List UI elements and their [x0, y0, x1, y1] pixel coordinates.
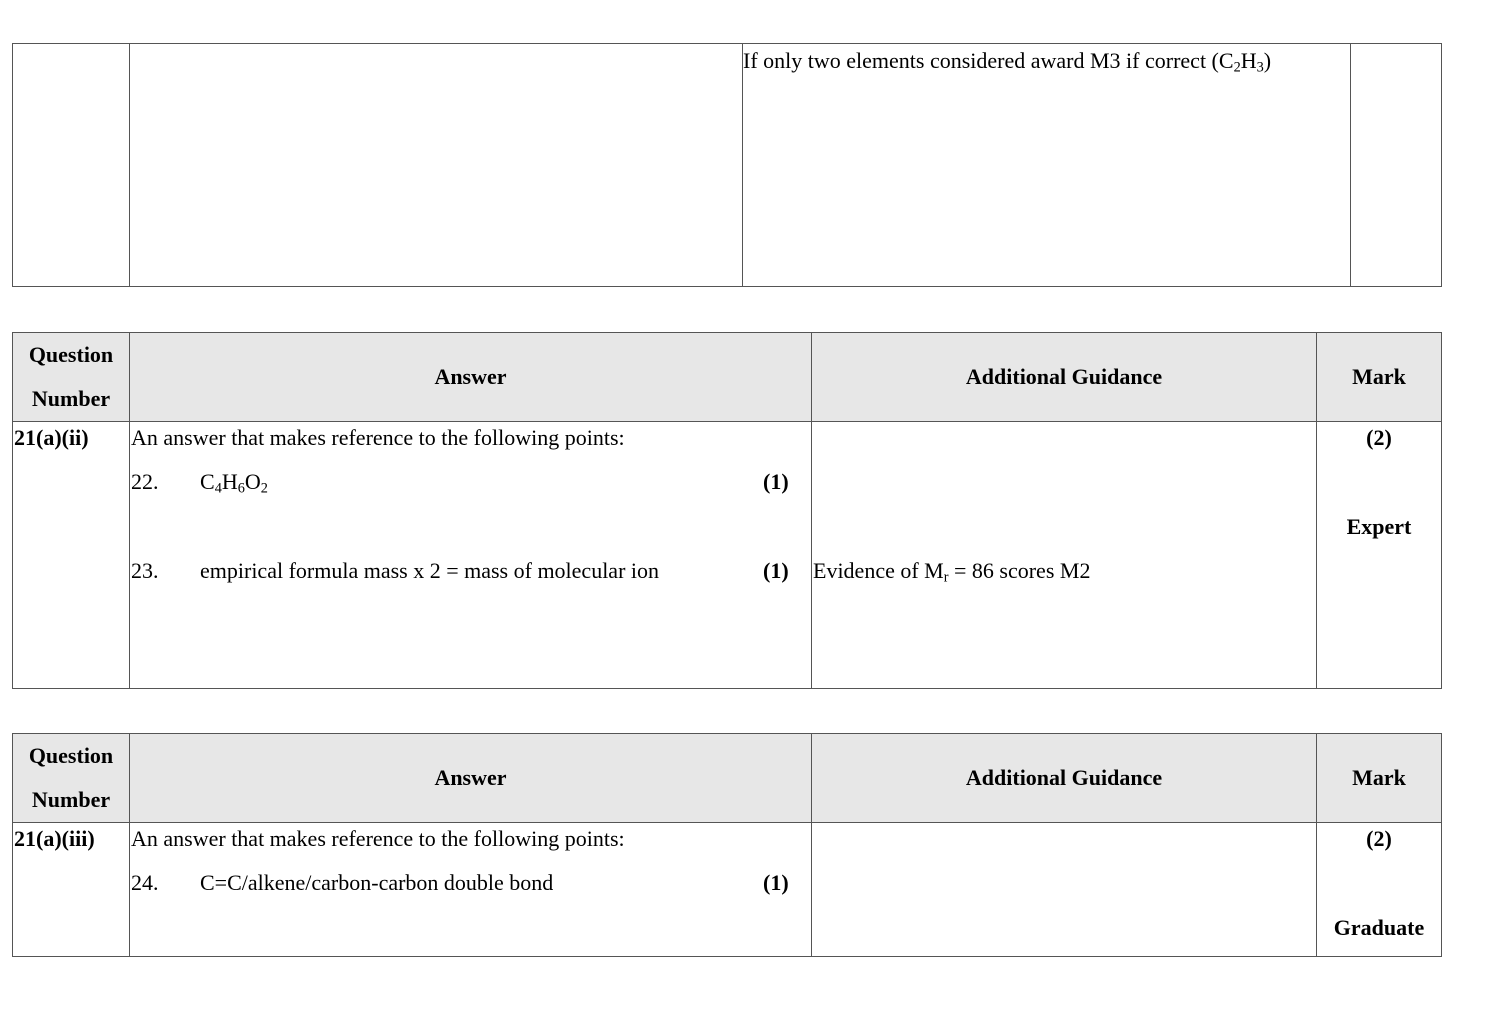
point-mark: (1): [763, 870, 789, 895]
mark-total: (2): [1366, 425, 1392, 450]
answer-cell: [130, 44, 743, 287]
header-mark: Mark: [1317, 333, 1442, 422]
guidance-cell: [812, 823, 1317, 957]
continuation-table: [12, 43, 1442, 287]
guidance-text: If only two elements considered award M3 if correct $(C_2H_3)$: [743, 48, 1272, 76]
question-table-21aii: [12, 332, 1442, 689]
answer-intro: An answer that makes reference to the following points:: [131, 425, 625, 450]
mark-total: (2): [1366, 826, 1392, 851]
level-label: Graduate: [1333, 915, 1425, 940]
question-number: 21(a)(ii): [14, 425, 89, 450]
level-label: Expert: [1346, 514, 1412, 539]
mark-cell: [1351, 44, 1442, 287]
point-number: 23.: [131, 558, 159, 583]
answer-cell: [130, 823, 812, 957]
question-number-cell: [13, 422, 130, 689]
guidance-text: Evidence of $M_r = 86$ scores M2: [813, 558, 1091, 586]
point-mark: (1): [763, 558, 789, 583]
header-additional-guidance: Additional Guidance: [812, 333, 1317, 422]
header-answer: Answer: [130, 734, 812, 823]
header-answer: Answer: [130, 333, 812, 422]
header-additional-guidance: Additional Guidance: [812, 734, 1317, 823]
answer-intro: An answer that makes reference to the following points:: [131, 826, 625, 851]
point-number: 22.: [131, 469, 159, 494]
question-number-cell: [13, 823, 130, 957]
point-formula: $C_4H_6O_2$: [200, 469, 268, 497]
answer-cell: [130, 422, 812, 689]
header-question-number: Question Number: [13, 734, 130, 823]
mark-cell: [1317, 422, 1442, 689]
point-mark: (1): [763, 469, 789, 494]
point-text: C=C/alkene/carbon-carbon double bond: [200, 870, 554, 895]
question-cell: [13, 44, 130, 287]
mark-cell: [1317, 823, 1442, 957]
header-mark: Mark: [1317, 734, 1442, 823]
header-question-number: Question Number: [13, 333, 130, 422]
guidance-cell: [743, 44, 1351, 287]
guidance-cell: [812, 422, 1317, 689]
point-number: 24.: [131, 870, 159, 895]
question-table-21aiii: [12, 733, 1442, 957]
point-text: empirical formula mass x 2 = mass of molecular ion: [200, 558, 660, 583]
question-number: 21(a)(iii): [14, 826, 95, 851]
